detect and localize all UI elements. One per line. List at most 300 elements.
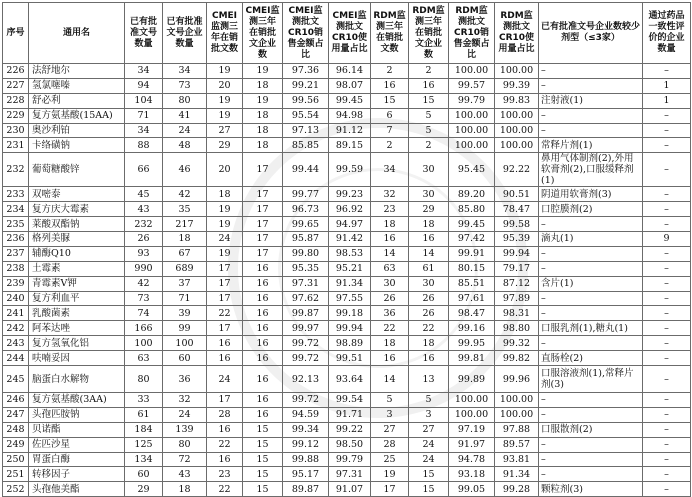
table-cell: 2 [409, 138, 449, 153]
table-cell: 27 [409, 422, 449, 437]
table-cell: 91.42 [329, 232, 371, 247]
table-cell: 89.15 [329, 138, 371, 153]
table-cell: 17 [243, 202, 283, 217]
table-cell: 97.36 [283, 64, 329, 79]
table-cell: 99.45 [449, 217, 495, 232]
table-cell: 滴丸(1) [539, 232, 643, 247]
table-row [3, 202, 691, 217]
table-cell: 39 [163, 306, 207, 321]
table-cell: 99.65 [283, 217, 329, 232]
table-cell: 97.13 [283, 123, 329, 138]
table-cell: 19 [243, 93, 283, 108]
table-row [3, 407, 691, 422]
table-cell: 阴道用软膏剂(3) [539, 187, 643, 202]
table-row [3, 291, 691, 306]
table-cell: 244 [3, 351, 29, 366]
table-cell: – [643, 217, 691, 232]
table-cell: 16 [243, 276, 283, 291]
table-cell: 95.45 [449, 153, 495, 187]
table-cell: 23 [207, 467, 243, 482]
table-cell: 91.07 [329, 482, 371, 497]
table-cell: 22 [207, 482, 243, 497]
table-cell: 17 [207, 276, 243, 291]
table-cell: 92.22 [495, 153, 539, 187]
column-header: RDM监测批文CR10使用量占比 [495, 3, 539, 64]
table-cell: 22 [409, 321, 449, 336]
table-cell: 99.05 [449, 482, 495, 497]
table-cell: 97.62 [283, 291, 329, 306]
table-cell: 15 [243, 422, 283, 437]
table-cell: 17 [207, 291, 243, 306]
table-cell: 73 [125, 291, 163, 306]
table-cell: 99.21 [283, 78, 329, 93]
table-cell: – [643, 138, 691, 153]
table-cell: 16 [207, 351, 243, 366]
table-cell: 71 [163, 291, 207, 306]
table-cell: 口腔膜剂(2) [539, 202, 643, 217]
table-cell: 35 [163, 202, 207, 217]
table-cell: 125 [125, 437, 163, 452]
table-cell: 18 [163, 232, 207, 247]
column-header: 通用名 [29, 3, 125, 64]
table-cell: 16 [409, 351, 449, 366]
table-cell: 26 [125, 232, 163, 247]
table-cell: 94.98 [329, 108, 371, 123]
table-cell: 97.42 [449, 232, 495, 247]
table-cell: 15 [371, 93, 409, 108]
table-cell: 74 [125, 306, 163, 321]
table-row [3, 321, 691, 336]
table-cell: 18 [243, 123, 283, 138]
table-cell: 98.80 [495, 321, 539, 336]
table-cell: 5 [371, 393, 409, 408]
drug-data-table [2, 2, 691, 497]
table-cell: 89.57 [495, 437, 539, 452]
table-cell: 79.17 [495, 261, 539, 276]
table-cell: 呋喃妥因 [29, 351, 125, 366]
table-cell: 99.94 [329, 321, 371, 336]
table-cell: 24 [163, 123, 207, 138]
table-row [3, 452, 691, 467]
table-cell: 99.96 [495, 366, 539, 393]
table-cell: 24 [409, 452, 449, 467]
table-cell: 100 [125, 336, 163, 351]
table-cell: – [643, 482, 691, 497]
table-cell: – [539, 246, 643, 261]
table-cell: 奥沙利铂 [29, 123, 125, 138]
table-cell: 15 [243, 482, 283, 497]
table-row [3, 482, 691, 497]
table-cell: 96.14 [329, 64, 371, 79]
table-cell: 248 [3, 422, 29, 437]
table-cell: 17 [243, 246, 283, 261]
header-row [3, 3, 691, 64]
table-cell: 18 [243, 138, 283, 153]
table-cell: 14 [409, 246, 449, 261]
table-cell: 99.16 [449, 321, 495, 336]
table-cell: 95.54 [283, 108, 329, 123]
table-cell: 100.00 [449, 108, 495, 123]
table-cell: – [643, 393, 691, 408]
table-cell: 19 [207, 93, 243, 108]
table-cell: 20 [207, 153, 243, 187]
table-cell: 80 [163, 93, 207, 108]
table-cell: 42 [125, 276, 163, 291]
table-cell: 1 [643, 93, 691, 108]
table-cell: 1 [643, 78, 691, 93]
table-cell: 17 [243, 153, 283, 187]
table-cell: 230 [3, 123, 29, 138]
table-row [3, 422, 691, 437]
table-cell: 24 [409, 437, 449, 452]
table-cell: 99.80 [283, 246, 329, 261]
table-cell: 63 [125, 351, 163, 366]
table-cell: 80 [125, 366, 163, 393]
table-cell: 250 [3, 452, 29, 467]
table-row [3, 93, 691, 108]
table-cell: 葡萄糖酸锌 [29, 153, 125, 187]
table-cell: 26 [409, 291, 449, 306]
table-cell: 复方氨基酸(15AA) [29, 108, 125, 123]
table-cell: 22 [207, 437, 243, 452]
table-cell: 100.00 [495, 64, 539, 79]
table-cell: 99.59 [329, 153, 371, 187]
table-cell: – [539, 306, 643, 321]
table-cell: 228 [3, 93, 29, 108]
table-cell: 15 [243, 467, 283, 482]
table-cell: 2 [371, 138, 409, 153]
table-body [3, 64, 691, 497]
table-cell: 99.83 [495, 93, 539, 108]
table-cell: 青霉素V钾 [29, 276, 125, 291]
table-cell: 95.35 [283, 261, 329, 276]
table-cell: 29 [409, 202, 449, 217]
table-cell: – [539, 452, 643, 467]
table-cell: 17 [243, 217, 283, 232]
table-cell: 91.71 [329, 407, 371, 422]
table-cell: 3 [371, 407, 409, 422]
table-cell: 237 [3, 246, 29, 261]
table-cell: 25 [371, 452, 409, 467]
table-cell: 19 [207, 202, 243, 217]
table-cell: 格列美脲 [29, 232, 125, 247]
table-cell: 34 [125, 123, 163, 138]
table-cell: 234 [3, 202, 29, 217]
table-cell: 100.00 [449, 407, 495, 422]
table-cell: 217 [163, 217, 207, 232]
table-cell: 78.47 [495, 202, 539, 217]
table-cell: 16 [207, 452, 243, 467]
table-cell: 头孢匹胺钠 [29, 407, 125, 422]
table-cell: 94 [125, 78, 163, 93]
table-cell: – [643, 306, 691, 321]
table-cell: 46 [163, 153, 207, 187]
table-cell: 18 [371, 217, 409, 232]
table-cell: 227 [3, 78, 29, 93]
table-cell: 243 [3, 336, 29, 351]
table-cell: 99.87 [283, 306, 329, 321]
table-cell: 99.79 [449, 93, 495, 108]
table-cell: – [643, 153, 691, 187]
table-cell: – [539, 78, 643, 93]
column-header: 通过药品一致性评价的企业数量 [643, 3, 691, 64]
table-cell: 94.97 [329, 217, 371, 232]
table-cell: 胃蛋白酶 [29, 452, 125, 467]
table-cell: 238 [3, 261, 29, 276]
table-cell: 239 [3, 276, 29, 291]
table-row [3, 108, 691, 123]
table-cell: 245 [3, 366, 29, 393]
table-cell: 246 [3, 393, 29, 408]
table-cell: 16 [207, 336, 243, 351]
table-cell: 34 [371, 153, 409, 187]
table-cell: – [643, 452, 691, 467]
table-cell: 99.45 [329, 93, 371, 108]
table-cell: 19 [207, 64, 243, 79]
table-cell: 251 [3, 467, 29, 482]
table-cell: 91.34 [495, 467, 539, 482]
table-cell: 80.15 [449, 261, 495, 276]
table-row [3, 232, 691, 247]
table-cell: 7 [371, 123, 409, 138]
table-cell: 佐匹沙星 [29, 437, 125, 452]
table-cell: 99.58 [495, 217, 539, 232]
table-cell: 乳酸菌素 [29, 306, 125, 321]
table-cell: 97.31 [283, 276, 329, 291]
table-cell: 24 [163, 407, 207, 422]
table-cell: 含片(1) [539, 276, 643, 291]
table-cell: 5 [409, 393, 449, 408]
table-cell: 16 [371, 78, 409, 93]
table-cell: 95.39 [495, 232, 539, 247]
table-cell: 22 [371, 321, 409, 336]
table-cell: 37 [163, 276, 207, 291]
table-cell: 16 [243, 393, 283, 408]
table-cell: 15 [243, 452, 283, 467]
table-cell: 242 [3, 321, 29, 336]
table-cell: 5 [409, 108, 449, 123]
table-row [3, 78, 691, 93]
table-cell: 99.34 [283, 422, 329, 437]
table-cell: 19 [207, 246, 243, 261]
table-row [3, 276, 691, 291]
table-cell: 16 [371, 351, 409, 366]
table-cell: 231 [3, 138, 29, 153]
table-cell: 5 [409, 123, 449, 138]
table-cell: 99.54 [329, 393, 371, 408]
table-cell: 30 [409, 187, 449, 202]
table-cell: 99.72 [283, 393, 329, 408]
table-cell: – [539, 467, 643, 482]
table-cell: 66 [125, 153, 163, 187]
table-cell: 97.61 [449, 291, 495, 306]
table-cell: 100.00 [495, 123, 539, 138]
table-cell: 16 [207, 422, 243, 437]
table-cell: 99.79 [329, 452, 371, 467]
table-cell: 16 [371, 232, 409, 247]
table-cell: 100.00 [495, 108, 539, 123]
table-cell: 辅酶Q10 [29, 246, 125, 261]
table-cell: 9 [643, 232, 691, 247]
table-cell: 18 [207, 187, 243, 202]
table-cell: 240 [3, 291, 29, 306]
table-cell: 2 [371, 64, 409, 79]
table-cell: 61 [409, 261, 449, 276]
table-cell: 16 [243, 336, 283, 351]
table-cell: 94.78 [449, 452, 495, 467]
table-cell: 95.87 [283, 232, 329, 247]
table-cell: 93.64 [329, 366, 371, 393]
table-cell: 24 [207, 366, 243, 393]
table-cell: 3 [409, 407, 449, 422]
table-cell: 139 [163, 422, 207, 437]
table-cell: 法舒地尔 [29, 64, 125, 79]
column-header: RDM监测三年在销批文企业数 [409, 3, 449, 64]
table-cell: 96.92 [329, 202, 371, 217]
table-cell: 29 [125, 482, 163, 497]
table-cell: 16 [409, 232, 449, 247]
table-cell: – [539, 437, 643, 452]
table-cell: 93 [125, 246, 163, 261]
table-cell: 990 [125, 261, 163, 276]
table-cell: – [539, 393, 643, 408]
table-cell: 16 [243, 407, 283, 422]
table-cell: 229 [3, 108, 29, 123]
column-header: CMEI监测批文CR10使用量占比 [329, 3, 371, 64]
table-cell: 口服散剂(2) [539, 422, 643, 437]
table-cell: 17 [371, 482, 409, 497]
table-cell: 95.21 [329, 261, 371, 276]
table-cell: 17 [207, 321, 243, 336]
table-row [3, 467, 691, 482]
table-cell: 18 [409, 217, 449, 232]
table-cell: 26 [371, 291, 409, 306]
table-cell: 100.00 [495, 407, 539, 422]
table-cell: 98.07 [329, 78, 371, 93]
table-cell: – [643, 467, 691, 482]
column-header: RDM监测三年在销批文数 [371, 3, 409, 64]
table-cell: 95.17 [283, 467, 329, 482]
table-row [3, 336, 691, 351]
table-cell: 99.82 [495, 351, 539, 366]
table-cell: 99.39 [495, 78, 539, 93]
table-cell: 土霉素 [29, 261, 125, 276]
table-cell: 99.28 [495, 482, 539, 497]
table-cell: 98.53 [329, 246, 371, 261]
table-cell: – [643, 422, 691, 437]
table-cell: 43 [125, 202, 163, 217]
table-cell: – [643, 291, 691, 306]
table-cell: – [643, 321, 691, 336]
table-cell: 100.00 [449, 393, 495, 408]
column-header: CMEI监测批文CR10销售金额占比 [283, 3, 329, 64]
table-cell: 16 [243, 291, 283, 306]
table-row [3, 306, 691, 321]
table-cell: 92.13 [283, 366, 329, 393]
table-cell: 97.88 [495, 422, 539, 437]
table-cell: 61 [125, 407, 163, 422]
table-cell: 94.59 [283, 407, 329, 422]
table-cell: 36 [163, 366, 207, 393]
table-cell: 184 [125, 422, 163, 437]
table-row [3, 64, 691, 79]
table-cell: 241 [3, 306, 29, 321]
table-cell: 23 [371, 202, 409, 217]
table-cell: 转移因子 [29, 467, 125, 482]
table-cell: 19 [207, 217, 243, 232]
table-row [3, 437, 691, 452]
table-cell: – [539, 217, 643, 232]
table-row [3, 351, 691, 366]
table-row [3, 246, 691, 261]
table-cell: 91.97 [449, 437, 495, 452]
table-cell: – [539, 64, 643, 79]
table-cell: 99.12 [283, 437, 329, 452]
table-cell: 71 [125, 108, 163, 123]
table-cell: 30 [409, 153, 449, 187]
table-cell: 98.31 [495, 306, 539, 321]
table-row [3, 393, 691, 408]
table-cell: 双嘧泰 [29, 187, 125, 202]
table-cell: 16 [409, 78, 449, 93]
table-cell: 卡络磺钠 [29, 138, 125, 153]
table-row [3, 217, 691, 232]
table-cell: 252 [3, 482, 29, 497]
table-cell: 60 [125, 467, 163, 482]
table-cell: 100.00 [449, 123, 495, 138]
table-cell: 贝诺酯 [29, 422, 125, 437]
table-cell: 247 [3, 407, 29, 422]
table-cell: 235 [3, 217, 29, 232]
table-cell: 18 [163, 482, 207, 497]
column-header: 序号 [3, 3, 29, 64]
table-cell: 99.89 [449, 366, 495, 393]
table-cell: 232 [125, 217, 163, 232]
column-header: 已有批准文号企业数量 [163, 3, 207, 64]
table-cell: 89.87 [283, 482, 329, 497]
table-cell: 43 [163, 467, 207, 482]
table-cell: 18 [409, 336, 449, 351]
table-cell: 鼻用气体制剂(2),外用软膏剂(2),口服缓释剂(1) [539, 153, 643, 187]
table-cell: 93.81 [495, 452, 539, 467]
table-cell: 99.72 [283, 336, 329, 351]
table-cell: 232 [3, 153, 29, 187]
table-cell: 15 [409, 482, 449, 497]
table-cell: – [643, 246, 691, 261]
column-header: CMEI监测三年在销批文数 [207, 3, 243, 64]
table-cell: 88 [125, 138, 163, 153]
table-cell: 85.51 [449, 276, 495, 291]
table-cell: 85.85 [283, 138, 329, 153]
table-cell: 14 [371, 366, 409, 393]
table-cell: 17 [207, 261, 243, 276]
table-cell: – [643, 123, 691, 138]
table-cell: 80 [163, 437, 207, 452]
table-cell: 166 [125, 321, 163, 336]
table-row [3, 261, 691, 276]
table-cell: 89.20 [449, 187, 495, 202]
table-cell: 24 [207, 232, 243, 247]
table-cell: 脑蛋白水解物 [29, 366, 125, 393]
table-cell: 99.51 [329, 351, 371, 366]
table-cell: 6 [371, 108, 409, 123]
table-cell: 常释片剂(1) [539, 138, 643, 153]
table-cell: 复方利血平 [29, 291, 125, 306]
table-cell: – [643, 437, 691, 452]
table-cell: 莱酸双酯钠 [29, 217, 125, 232]
table-row [3, 138, 691, 153]
table-cell: 97.19 [449, 422, 495, 437]
